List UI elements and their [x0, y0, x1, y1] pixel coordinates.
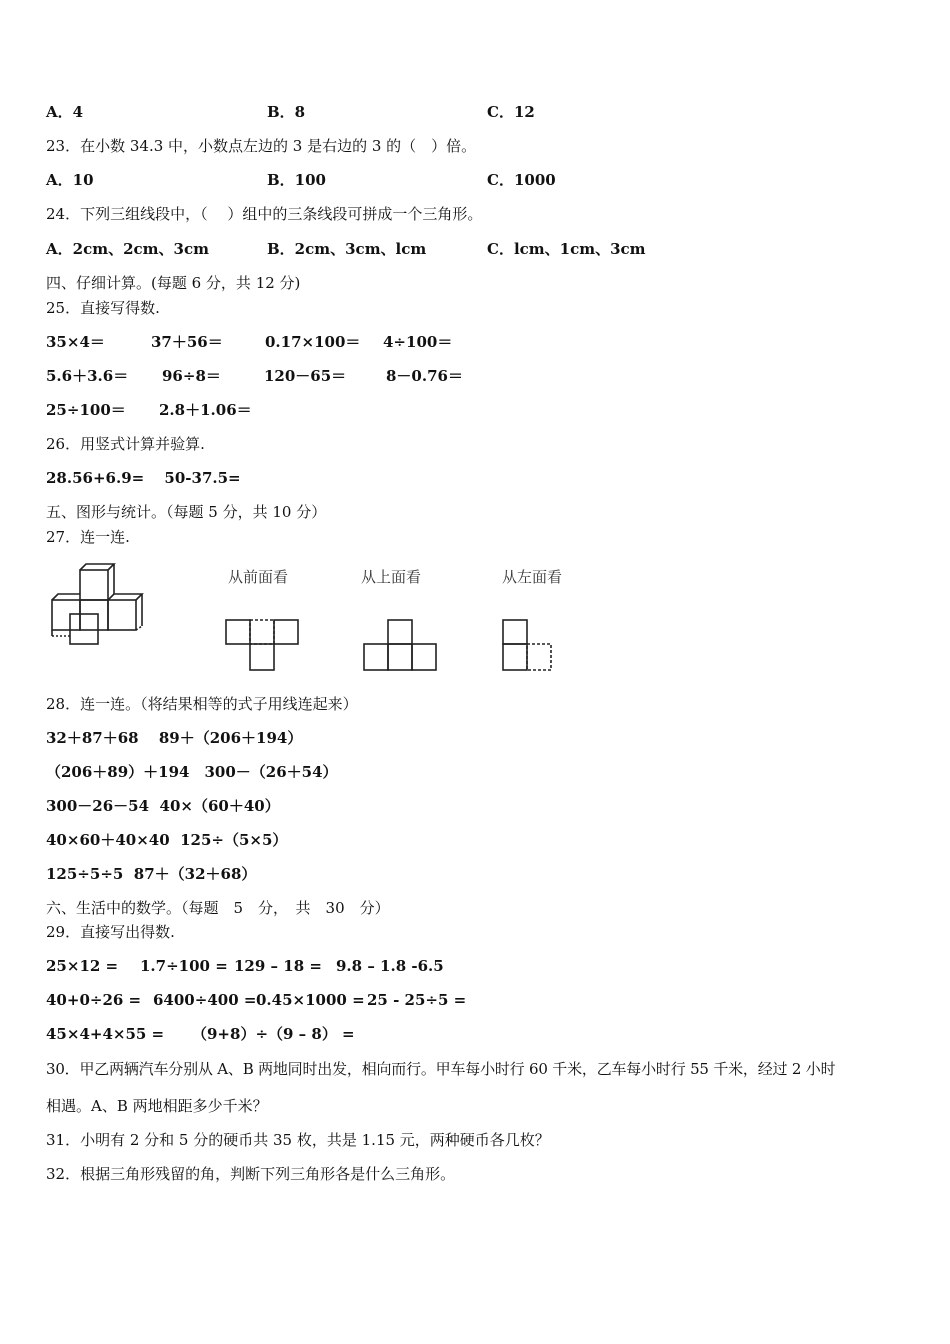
q32-text: 32．根据三角形残留的角，判断下列三角形各是什么三角形。	[46, 1165, 456, 1183]
q25-r2-c1: 5.6＋3.6＝	[46, 367, 129, 385]
q25-r2-c3: 120－65＝	[264, 367, 347, 385]
q25-r1-c3: 0.17×100＝	[265, 333, 361, 351]
q25-r1-c4: 4÷100＝	[383, 333, 453, 351]
section-4-heading: 四、仔细计算。(每题 6 分，共 12 分)	[46, 274, 301, 292]
q31-text: 31．小明有 2 分和 5 分的硬币共 35 枚，共是 1.15 元，两种硬币各几枚？	[46, 1131, 550, 1149]
q30-line-1: 30．甲乙两辆汽车分别从 A、B 两地同时出发，相向而行。甲车每小时行 60 千米，乙车每小时行 55 千米，经过 2 小时	[46, 1060, 836, 1078]
q25-r3-c2: 2.8＋1.06＝	[159, 401, 252, 419]
section-6-heading: 六、生活中的数学。（每题 5 分， 共 30 分）	[46, 899, 390, 917]
q23-option-b: B．100	[267, 171, 326, 189]
q26-stem: 26．用竖式计算并验算.	[46, 435, 205, 453]
q28-stem: 28．连一连。（将结果相等的式子用线连起来）	[46, 695, 358, 713]
q23-option-a: A．10	[46, 171, 94, 189]
q23-stem: 23．在小数 34.3 中，小数点左边的 3 是右边的 3 的（ ）倍。	[46, 137, 477, 155]
q29-r2-c3: 0.45×1000 =	[256, 991, 365, 1009]
q29-r1-c1: 25×12 =	[46, 957, 119, 975]
q24-stem: 24．下列三组线段中，（ ）组中的三条线段可拼成一个三角形。	[46, 205, 483, 223]
view-label-left: 从左面看	[502, 568, 563, 586]
q29-r1-c4: 9.8 – 1.8 -6.5	[336, 957, 444, 975]
view-shape-3	[503, 620, 559, 672]
view-label-top: 从上面看	[361, 568, 422, 586]
section-5-heading: 五、图形与统计。（每题 5 分，共 10 分）	[46, 503, 327, 521]
q25-stem: 25．直接写得数.	[46, 299, 160, 317]
view-shape-2	[364, 620, 444, 672]
q25-r1-c2: 37＋56＝	[151, 333, 223, 351]
q25-r1-c1: 35×4＝	[46, 333, 105, 351]
cube-stack-figure	[44, 562, 154, 650]
q27-stem: 27．连一连.	[46, 528, 130, 546]
q22-option-c: C．12	[487, 103, 535, 121]
q28-row-2: （206＋89）＋194 300－（26＋54）	[46, 763, 338, 781]
q29-stem: 29．直接写出得数.	[46, 923, 175, 941]
q29-r1-c3: 129 – 18 =	[234, 957, 322, 975]
q29-r3-c1: 45×4+4×55 =	[46, 1025, 165, 1043]
q24-option-b: B．2cm、3cm、lcm	[267, 240, 427, 258]
q23-option-c: C．1000	[487, 171, 556, 189]
q25-r3-c1: 25÷100＝	[46, 401, 126, 419]
q24-option-a: A．2cm、2cm、3cm	[46, 240, 209, 258]
q22-option-a: A．4	[46, 103, 84, 121]
q28-row-4: 40×60＋40×40 125÷（5×5）	[46, 831, 288, 849]
q26-problems: 28.56+6.9= 50-37.5=	[46, 469, 241, 487]
q29-r2-c1: 40+0÷26 =	[46, 991, 142, 1009]
q29-r3-c2: （9+8）÷（9 – 8） =	[192, 1025, 355, 1043]
q22-option-b: B．8	[267, 103, 306, 121]
q29-r2-c2: 6400÷400 =	[153, 991, 257, 1009]
q25-r2-c2: 96÷8＝	[162, 367, 221, 385]
q30-line-2: 相遇。A、B 两地相距多少千米？	[46, 1097, 268, 1115]
q29-r1-c2: 1.7÷100 =	[140, 957, 228, 975]
q28-row-3: 300－26－54 40×（60＋40）	[46, 797, 280, 815]
q28-row-1: 32＋87＋68 89＋（206＋194）	[46, 729, 303, 747]
q24-option-c: C．lcm、1cm、3cm	[487, 240, 646, 258]
q29-r2-c4: 25 - 25÷5 =	[367, 991, 467, 1009]
view-shape-1	[226, 620, 306, 672]
view-label-front: 从前面看	[228, 568, 289, 586]
q28-row-5: 125÷5÷5 87＋（32＋68）	[46, 865, 257, 883]
q25-r2-c4: 8－0.76＝	[386, 367, 463, 385]
